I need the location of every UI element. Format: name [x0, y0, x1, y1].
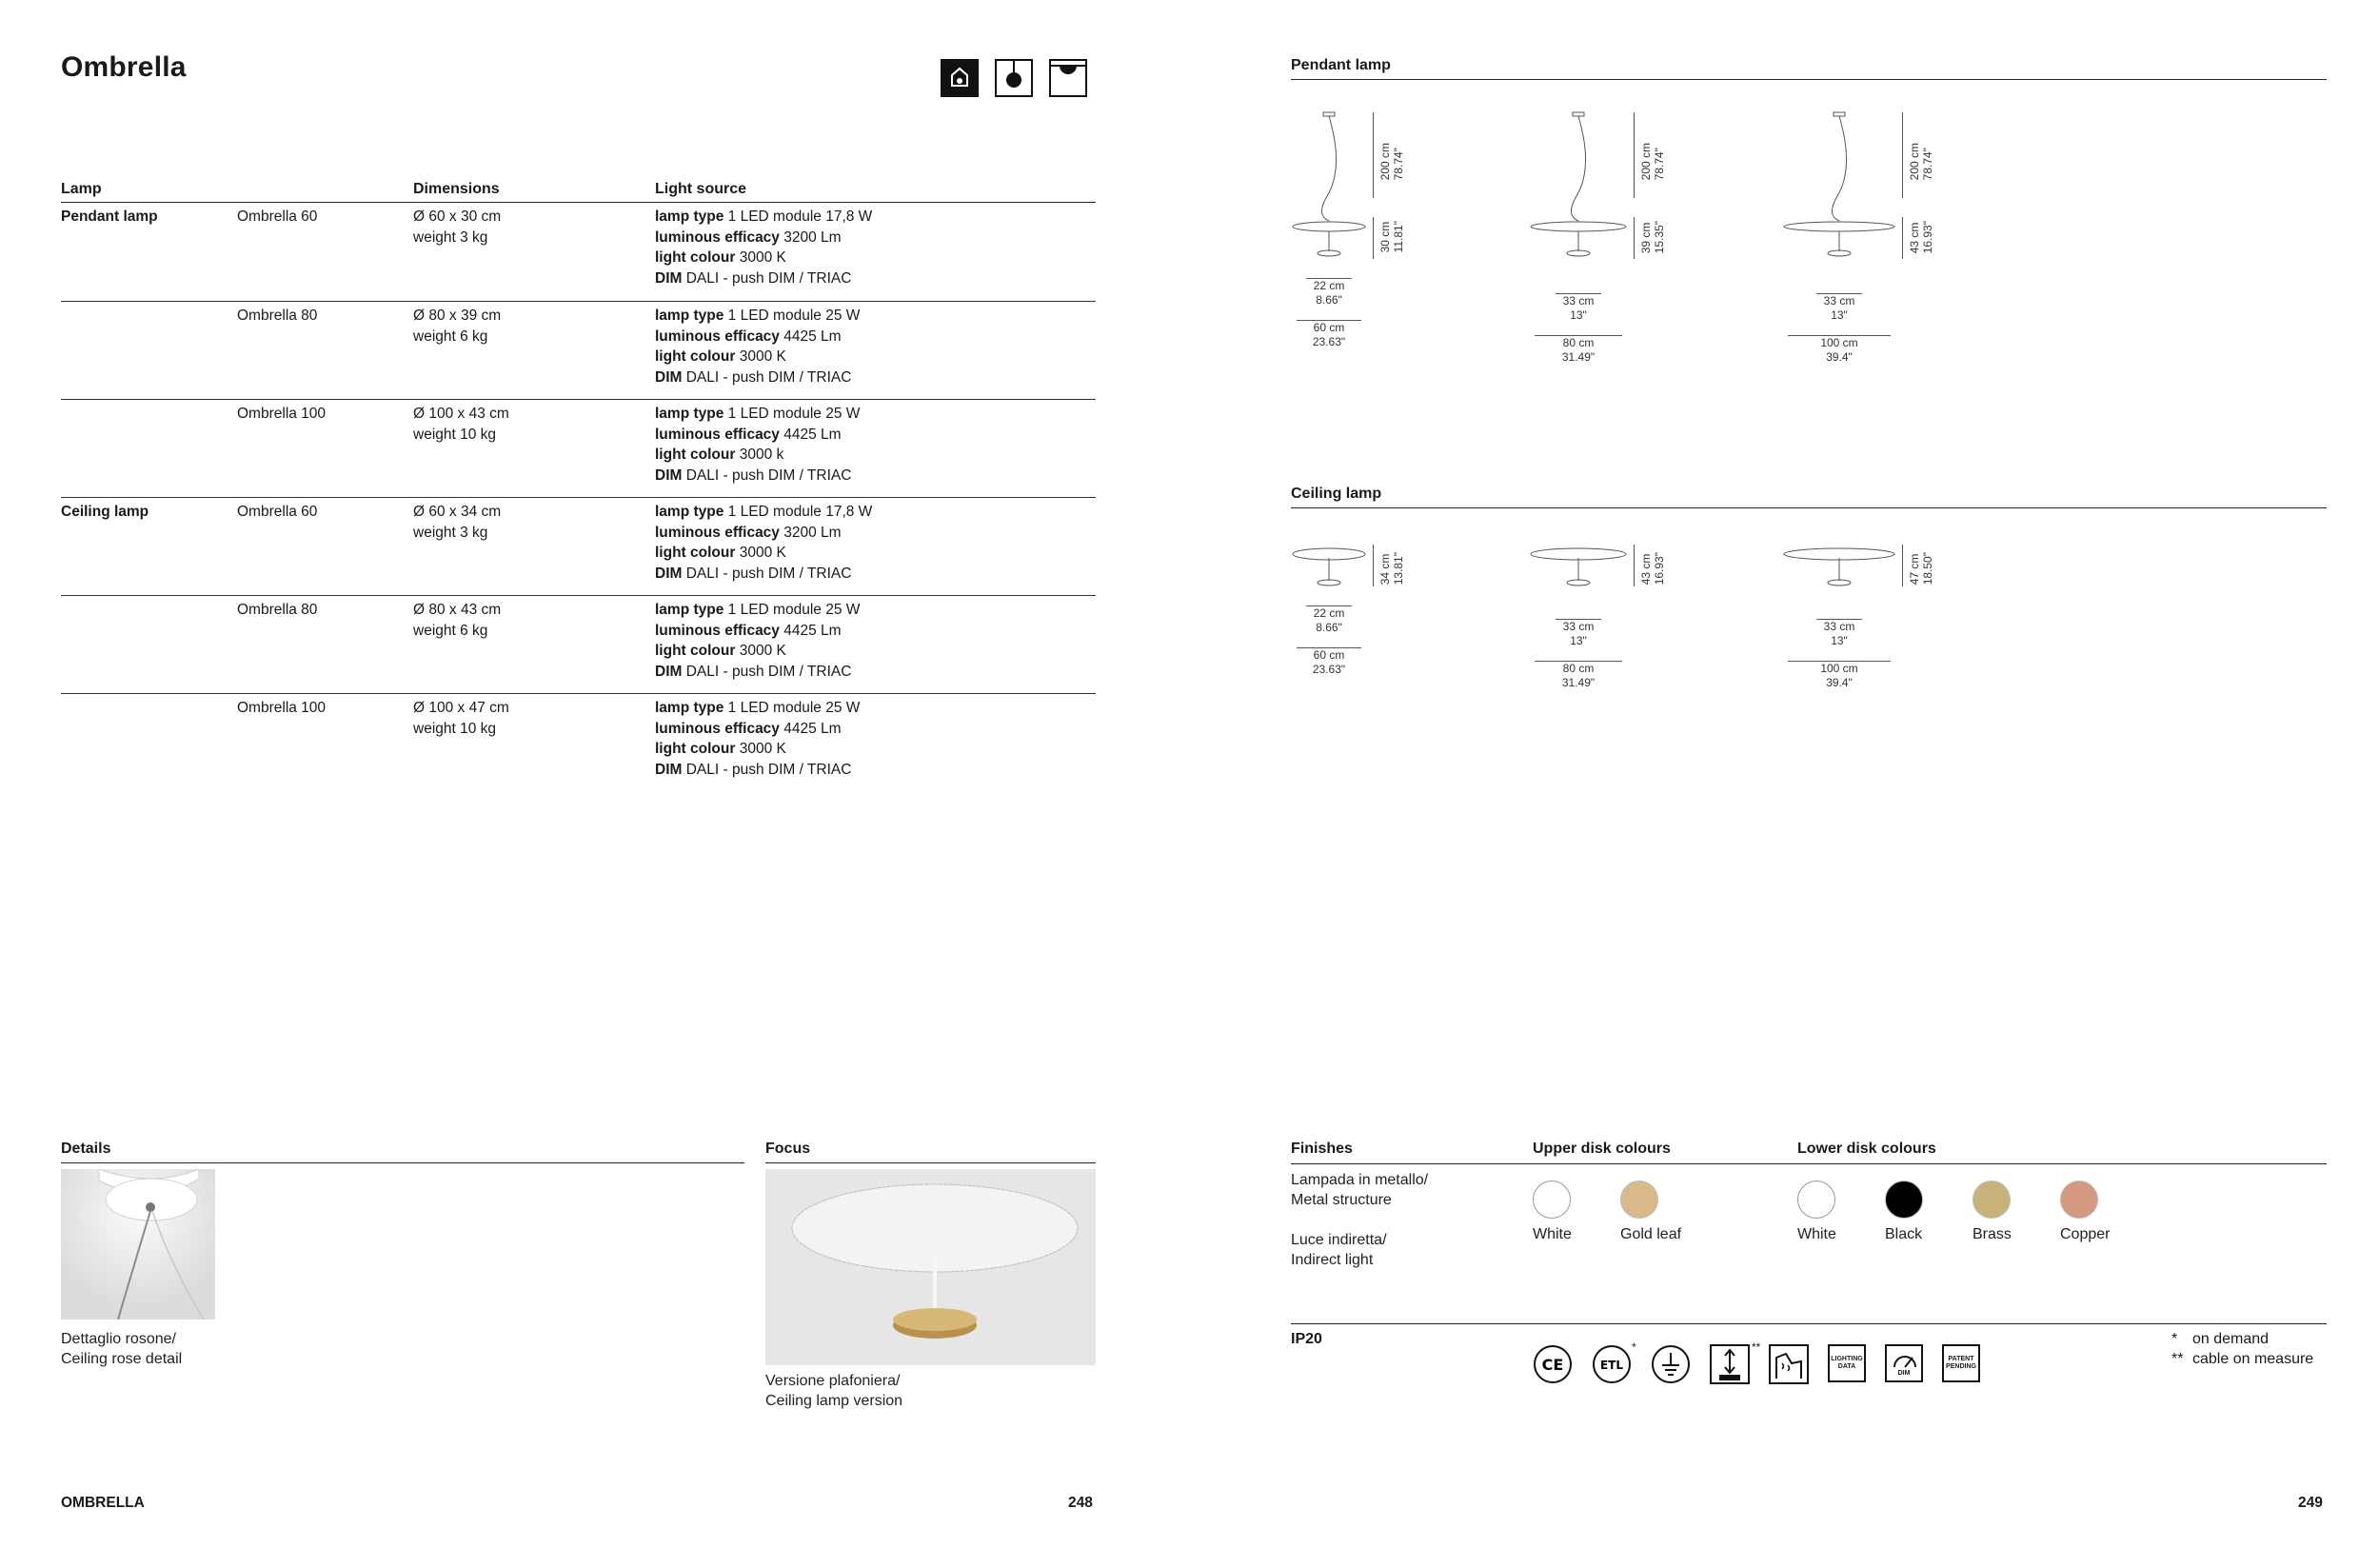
base-dim: 33 cm 13"	[1556, 293, 1601, 323]
specs-header	[61, 181, 1096, 203]
ceiling-section	[1291, 486, 2327, 508]
pendant-title: Pendant lamp	[1291, 57, 2327, 80]
details-title: Details	[61, 1141, 744, 1163]
lamp-model: Ombrella 80	[237, 308, 318, 324]
lamp-height-dim: 43 cm 16.93"	[1908, 221, 1934, 254]
lamp-height-dim: 30 cm 11.81"	[1378, 221, 1405, 253]
lamp-model: Ombrella 80	[237, 602, 318, 618]
pendant-drawing	[1529, 110, 1628, 287]
swatch-copper: Copper	[2060, 1181, 2110, 1243]
swatch-brass: Brass	[1973, 1181, 2012, 1243]
ce-icon	[1533, 1344, 1573, 1389]
dim-icon: DIM	[1885, 1344, 1923, 1382]
height-line	[1634, 217, 1635, 259]
light-source: lamp type 1 LED module 25 W luminous efficacy 4425 Lm light colour 3000 K DIM DALI - push DIM / TRIAC	[655, 308, 861, 386]
patent-pending-icon: PATENT PENDING	[1942, 1344, 1980, 1382]
base-dim: 33 cm 13"	[1816, 619, 1862, 648]
diameter-dim: 60 cm 23.63"	[1297, 647, 1361, 677]
pendant-drawing	[1291, 110, 1367, 287]
focus-caption: Versione plafoniera/ Ceiling lamp version	[765, 1373, 903, 1409]
ceiling-drawing	[1529, 545, 1628, 597]
diameter-dim: 100 cm 39.4"	[1788, 661, 1891, 690]
table-row	[61, 693, 1096, 791]
swatch-white: White	[1533, 1181, 1572, 1243]
cable-icon: **	[1710, 1344, 1750, 1389]
details-caption: Dettaglio rosone/ Ceiling rose detail	[61, 1331, 183, 1367]
usage-icons	[941, 59, 1087, 97]
footnotes: * on demand ** cable on measure	[2171, 1331, 2314, 1367]
swatch-gold-leaf: Gold leaf	[1620, 1181, 1681, 1243]
lamp-model: Ombrella 60	[237, 504, 318, 520]
light-source: lamp type 1 LED module 25 W luminous efficacy 4425 Lm light colour 3000 K DIM DALI - push DIM / TRIAC	[655, 700, 861, 778]
focus-title: Focus	[765, 1141, 1096, 1163]
lamp-dimensions: Ø 60 x 30 cm weight 3 kg	[413, 208, 502, 246]
table-row	[61, 203, 1096, 301]
header-dimensions: Dimensions	[413, 181, 500, 197]
lamp-height-dim: 39 cm 15.35"	[1639, 221, 1666, 254]
footer-product-name: OMBRELLA	[61, 1495, 145, 1511]
indoor-home-icon	[941, 59, 979, 97]
lamp-dimensions: Ø 100 x 43 cm weight 10 kg	[413, 406, 509, 443]
light-source: lamp type 1 LED module 17,8 W luminous efficacy 3200 Lm light colour 3000 K DIM DALI - push DIM / TRIAC	[655, 208, 873, 287]
hot-surface-icon	[1769, 1344, 1809, 1389]
lighting-data-icon: LIGHTING DATA	[1828, 1344, 1866, 1382]
lamp-dimensions: Ø 80 x 39 cm weight 6 kg	[413, 308, 502, 345]
lamp-dimensions: Ø 60 x 34 cm weight 3 kg	[413, 504, 502, 541]
ip-rating: IP20	[1291, 1331, 1322, 1347]
diameter-dim: 100 cm 39.4"	[1788, 335, 1891, 365]
header-light-source: Light source	[655, 181, 747, 197]
page-number-right: 249	[2298, 1495, 2323, 1511]
finishes-title: Finishes	[1291, 1141, 1353, 1157]
diameter-dim: 60 cm 23.63"	[1297, 320, 1361, 349]
lamp-category	[61, 698, 237, 791]
focus-section	[765, 1141, 1096, 1163]
details-section	[61, 1141, 744, 1163]
light-source: lamp type 1 LED module 25 W luminous efficacy 4425 Lm light colour 3000 K DIM DALI - push DIM / TRIAC	[655, 602, 861, 680]
lamp-model: Ombrella 60	[237, 208, 318, 225]
ceiling-icon	[1049, 59, 1087, 97]
ceiling-version-photo	[765, 1169, 1096, 1365]
height-line	[1634, 545, 1635, 586]
svg-text:CE: CE	[1541, 1356, 1564, 1374]
pendant-drawing	[1782, 110, 1896, 287]
ceiling-rose-photo	[61, 1169, 215, 1320]
lamp-category	[61, 306, 237, 399]
etl-icon: ETL *	[1592, 1344, 1632, 1389]
lamp-category: Pendant lamp	[61, 208, 158, 225]
height-line	[1902, 217, 1903, 259]
height-line	[1902, 545, 1903, 586]
ceiling-height-dim: 34 cm 13.81"	[1378, 552, 1405, 586]
specs-table	[61, 181, 1096, 791]
cable-length-dim: 200 cm 78.74"	[1908, 143, 1934, 181]
finish-metal-structure: Lampada in metallo/ Metal structure	[1291, 1172, 1429, 1208]
cert-icons	[1533, 1340, 1980, 1389]
cable-length-dim: 200 cm 78.74"	[1378, 143, 1405, 181]
light-source: lamp type 1 LED module 25 W luminous efficacy 4425 Lm light colour 3000 k DIM DALI - push DIM / TRIAC	[655, 406, 861, 484]
base-dim: 33 cm 13"	[1816, 293, 1862, 323]
height-line	[1634, 112, 1635, 198]
lamp-model: Ombrella 100	[237, 406, 327, 422]
ceiling-title: Ceiling lamp	[1291, 486, 2327, 508]
base-dim: 33 cm 13"	[1556, 619, 1601, 648]
lamp-category: Ceiling lamp	[61, 504, 149, 520]
swatch-black: Black	[1885, 1181, 1923, 1243]
lamp-category	[61, 404, 237, 497]
header-lamp: Lamp	[61, 181, 102, 197]
cable-length-dim: 200 cm 78.74"	[1639, 143, 1666, 181]
ceiling-height-dim: 47 cm 18.50"	[1908, 552, 1934, 586]
ceiling-height-dim: 43 cm 16.93"	[1639, 552, 1666, 586]
lamp-category	[61, 600, 237, 693]
height-line	[1373, 112, 1374, 198]
page-title: Ombrella	[61, 51, 187, 83]
ground-icon	[1651, 1344, 1691, 1389]
height-line	[1902, 112, 1903, 198]
lamp-model: Ombrella 100	[237, 700, 327, 716]
pendant-section	[1291, 57, 2327, 80]
ceiling-drawing	[1291, 545, 1367, 597]
upper-colours-title: Upper disk colours	[1533, 1141, 1671, 1157]
base-dim: 22 cm 8.66"	[1306, 605, 1352, 635]
base-dim: 22 cm 8.66"	[1306, 278, 1352, 308]
table-row	[61, 399, 1096, 497]
height-line	[1373, 217, 1374, 259]
lower-colours-title: Lower disk colours	[1797, 1141, 1936, 1157]
pendant-icon	[995, 59, 1033, 97]
svg-text:ETL: ETL	[1599, 1359, 1624, 1372]
page-number-left: 248	[1068, 1495, 1093, 1511]
finishes-section	[1291, 1141, 2327, 1164]
finish-indirect-light: Luce indiretta/ Indirect light	[1291, 1232, 1387, 1268]
table-row	[61, 301, 1096, 399]
diameter-dim: 80 cm 31.49"	[1535, 661, 1622, 690]
swatch-white: White	[1797, 1181, 1836, 1243]
ceiling-drawing	[1782, 545, 1896, 597]
lamp-dimensions: Ø 80 x 43 cm weight 6 kg	[413, 602, 502, 639]
table-row	[61, 497, 1096, 595]
table-row	[61, 595, 1096, 693]
light-source: lamp type 1 LED module 17,8 W luminous efficacy 3200 Lm light colour 3000 K DIM DALI - push DIM / TRIAC	[655, 504, 873, 582]
height-line	[1373, 545, 1374, 586]
lamp-dimensions: Ø 100 x 47 cm weight 10 kg	[413, 700, 509, 737]
diameter-dim: 80 cm 31.49"	[1535, 335, 1622, 365]
cert-divider	[1291, 1323, 2327, 1324]
